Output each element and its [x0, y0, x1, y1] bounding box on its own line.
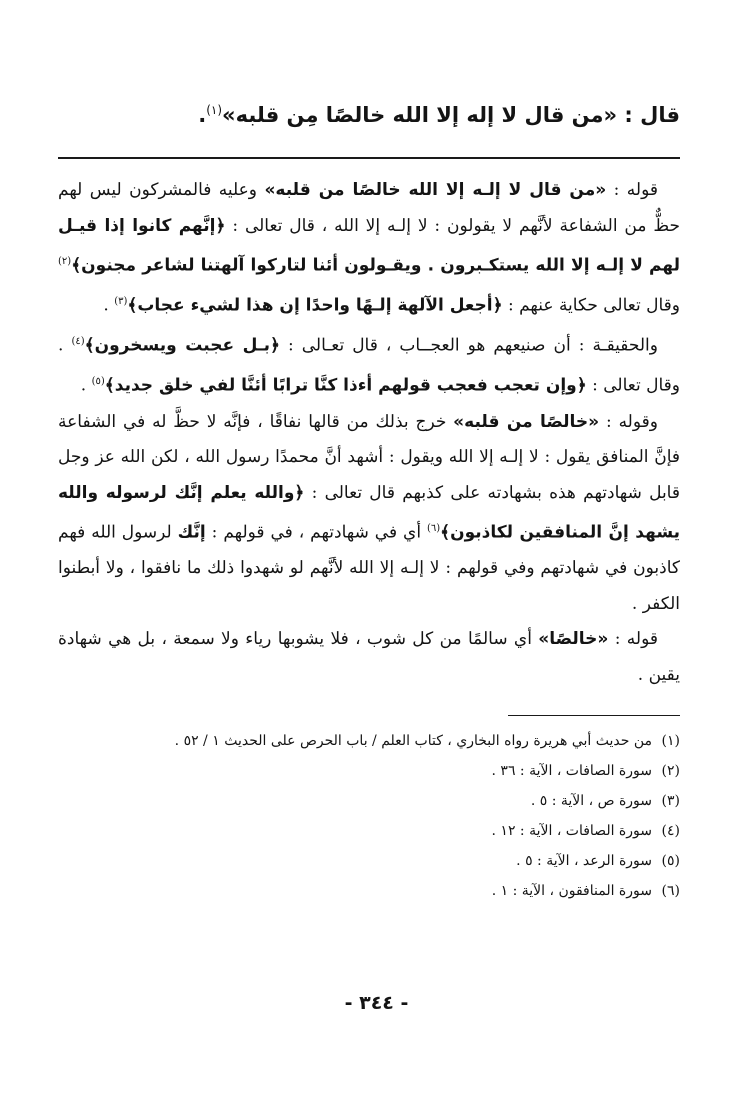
text-segment: وعليه فالمشركون ليس لهم حظٌّ من الشفاعة لأنَّهم لا يقولون : لا إلـه إلا الله ، قال تعالى : — [58, 180, 680, 236]
footnote-ref: (٣) — [114, 296, 128, 308]
footnote-item — [58, 846, 680, 876]
footnote-text: سورة المنافقون ، الآية : ١ . — [491, 883, 652, 900]
text-segment: . — [80, 376, 92, 397]
page-heading — [58, 92, 680, 133]
heading-period: . — [198, 103, 207, 127]
text-segment: . — [103, 295, 115, 316]
text-segment: . وقال تعالى : — [58, 335, 680, 397]
text-segment: قوله : — [608, 629, 658, 650]
footnote-ref: (٢) — [58, 256, 72, 267]
footnote-number: (٤) — [661, 823, 680, 840]
heading-text: قال : «من قال لا إله إلا الله خالصًا مِن قلبه» — [222, 103, 680, 127]
footnote-ref: (٤) — [71, 336, 85, 348]
quoted-text: «خالصًا» — [538, 629, 609, 650]
quoted-text: ﴿وإن تعجب فعجب قولهم أءذا كنَّا ترابًا أئنَّا لفي خلق جديد﴾ — [104, 376, 587, 397]
paragraph — [58, 622, 680, 693]
footnote-item — [58, 786, 680, 816]
footnote-text: سورة الصافات ، الآية : ٣٦ . — [491, 763, 652, 780]
text-segment: وقوله : — [599, 411, 658, 432]
body-text — [58, 173, 680, 693]
text-segment: قوله : — [606, 180, 658, 200]
text-segment: أي في شهادتهم ، في قولهم : — [205, 522, 427, 543]
quoted-text: «خالصًا من قلبه» — [453, 411, 600, 432]
footnote-item — [58, 726, 680, 756]
footnote-number: (٢) — [661, 763, 680, 780]
footnote-item — [58, 816, 680, 846]
footnote-item — [58, 876, 680, 906]
quoted-text: إنَّك — [177, 522, 206, 543]
footnotes-list — [58, 726, 680, 906]
quoted-text: ﴿بـل عجبت ويسخرون﴾ — [84, 335, 280, 356]
quoted-text: ﴿أجعل الآلهة إلـهًا واحدًا إن هذا لشيء عجاب﴾ — [127, 295, 503, 316]
footnote-ref: (٦) — [426, 523, 441, 535]
footnote-divider — [508, 715, 680, 716]
paragraph — [58, 405, 680, 623]
text-segment: خرج بذلك من قالها نفاقًا ، فإنَّه لا حظَّ له في الشفاعة فإنَّ المنافق يقول : لا إلـه إلا الله ويقول : أشهد أنَّ محمدًا رسول الله ، لكن الله عز وجل قابل شهادتهم هذه بشهادته على كذبهم قال تعالى : — [58, 411, 680, 503]
footnote-text: سورة ص ، الآية : ٥ . — [530, 793, 652, 810]
footnote-text: من حديث أبي هريرة رواه البخاري ، كتاب العلم / باب الحرص على الحديث ١ / ٥٢ . — [174, 733, 652, 750]
footnote-number: (٥) — [661, 853, 680, 870]
quoted-text: ﴿إنَّهم كانوا إذا قيـل لهم لا إلـه إلا الله يستكـبرون . ويقـولون أئنا لتاركوا آلهتنا لشاعر مجنون﴾ — [58, 215, 680, 276]
footnote-text: سورة الصافات ، الآية : ١٢ . — [491, 823, 652, 840]
footnote-text: سورة الرعد ، الآية : ٥ . — [516, 853, 652, 870]
footnote-ref: (٥) — [91, 376, 105, 388]
footnote-item — [58, 756, 680, 786]
paragraph — [58, 324, 680, 404]
heading-divider — [58, 157, 680, 159]
text-segment: لرسول الله فهم كاذبون في شهادتهم وفي قولهم : لا إلـه إلا الله لأنَّهم لو شهدوا ذلك ما نافقوا ، ولا أبطنوا الكفر . — [58, 522, 680, 614]
text-segment: وقال تعالى حكاية عنهم : — [502, 295, 680, 316]
text-segment: أي سالمًا من كل شوب ، فلا يشوبها رياء ولا سمعة ، بل هي شهادة يقين . — [58, 629, 680, 685]
footnote-number: (١) — [661, 733, 680, 750]
footnote-number: (٦) — [661, 883, 680, 900]
paragraph — [58, 173, 680, 324]
heading-footnote-ref: (١) — [206, 103, 223, 117]
page-number: - ٣٤٤ - — [344, 992, 409, 1014]
footnote-number: (٣) — [661, 793, 680, 810]
page-content — [58, 92, 680, 906]
text-segment: والحقيقـة : أن صنيعهم هو العجــاب ، قال تعـالى : — [279, 335, 658, 356]
quoted-text: «من قال لا إلـه إلا الله خالصًا من قلبه» — [264, 180, 607, 200]
quoted-text: ﴿والله يعلم إنَّك لرسوله والله يشهد إنَّ المنافقين لكاذبون﴾ — [58, 482, 681, 543]
